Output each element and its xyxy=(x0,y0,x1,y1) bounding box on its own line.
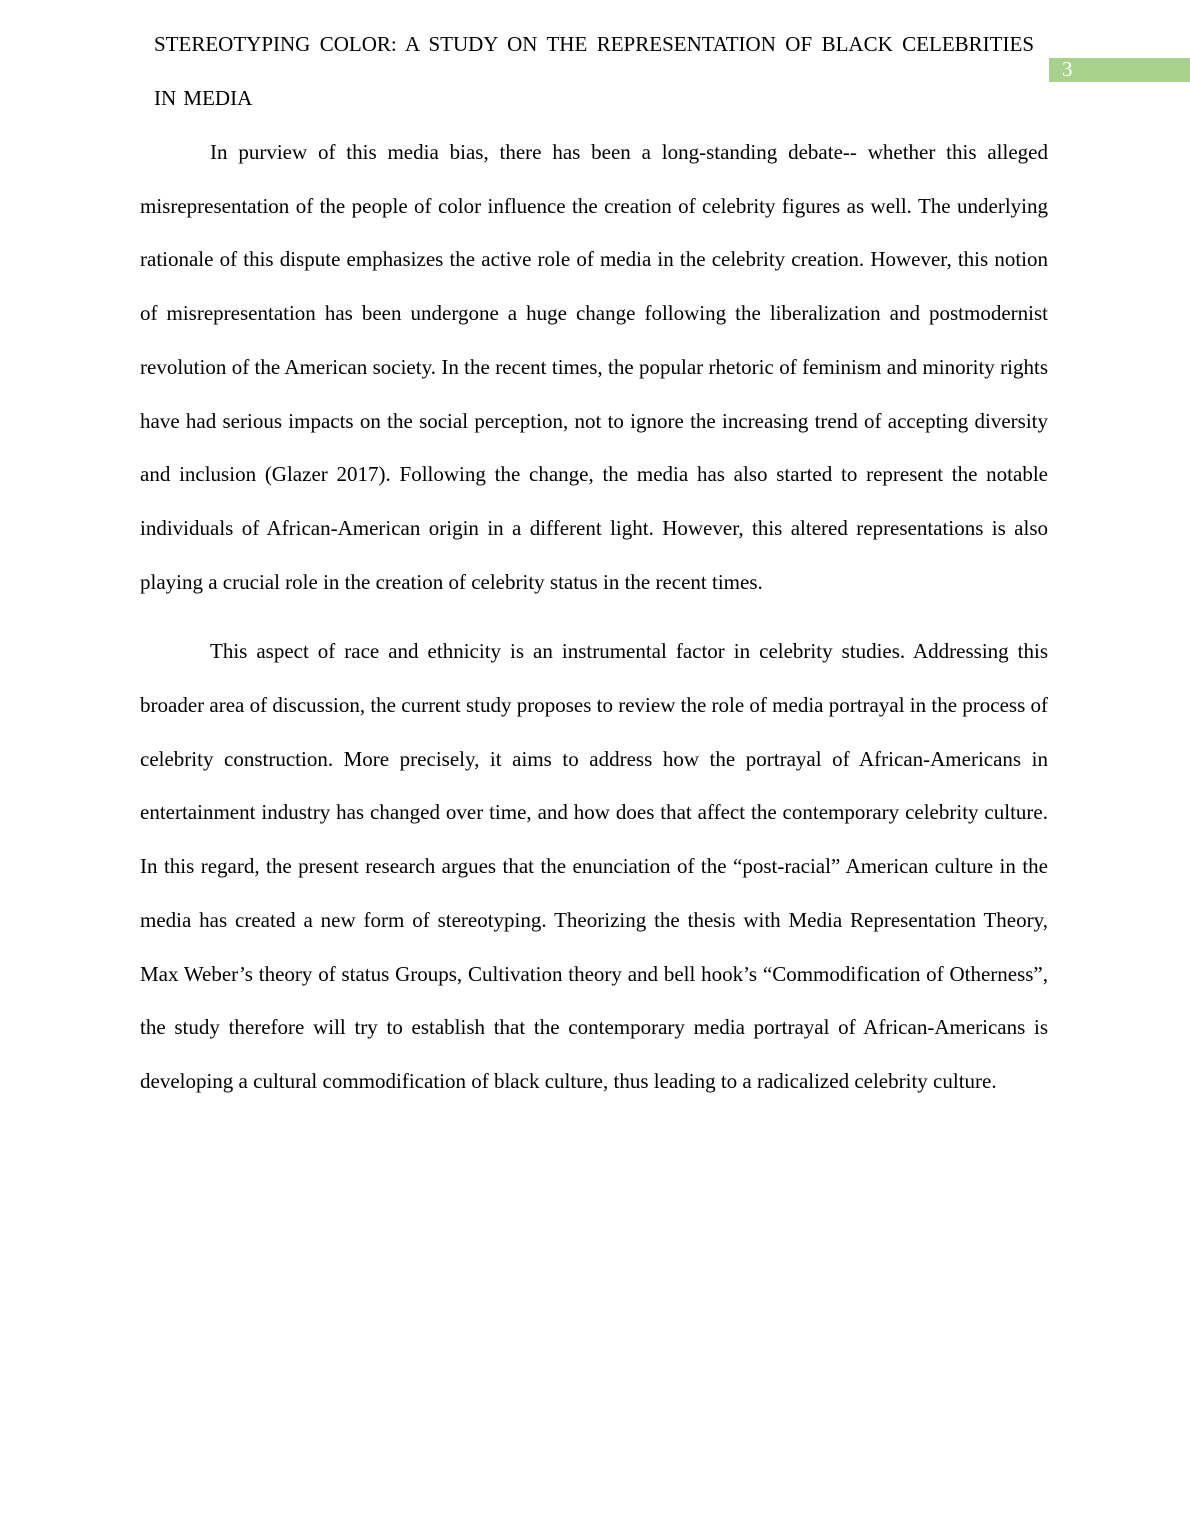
page-number-tab xyxy=(1049,58,1190,82)
paragraph-2: This aspect of race and ethnicity is an instrumental factor in celebrity studies. Addressing this broader area of discussion, the current study proposes to review the role of media portrayal in the process of celebrity construction. More precisely, it aims to address how the portrayal of African-Americans in entertainment industry has changed over time, and how does that affect the contemporary celebrity culture. In this regard, the present research argues that the enunciation of the “post-racial” American culture in the media has created a new form of stereotyping. Theorizing the thesis with Media Representation Theory, Max Weber’s theory of status Groups, Cultivation theory and bell hook’s “Commodification of Otherness”, the study therefore will try to establish that the contemporary media portrayal of African-Americans is developing a cultural commodification of black culture, thus leading to a radicalized celebrity culture. xyxy=(140,639,1048,1093)
running-head: STEREOTYPING COLOR: A STUDY ON THE REPRESENTATION OF BLACK CELEBRITIES IN MEDIA xyxy=(154,32,1034,110)
paragraph-1: In purview of this media bias, there has been a long-standing debate-- whether this alleged misrepresentation of the people of color influence the creation of celebrity figures as well. The underlying rationale of this dispute emphasizes the active role of media in the celebrity creation. However, this notion of misrepresentation has been undergone a huge change following the liberalization and postmodernist revolution of the American society. In the recent times, the popular rhetoric of feminism and minority rights have had serious impacts on the social perception, not to ignore the increasing trend of accepting diversity and inclusion (Glazer 2017). Following the change, the media has also started to represent the notable individuals of African-American origin in a different light. However, this altered representations is also playing a crucial role in the creation of celebrity status in the recent times. xyxy=(140,140,1048,594)
page-number: 3 xyxy=(1062,57,1073,81)
body-text xyxy=(140,126,1048,1109)
